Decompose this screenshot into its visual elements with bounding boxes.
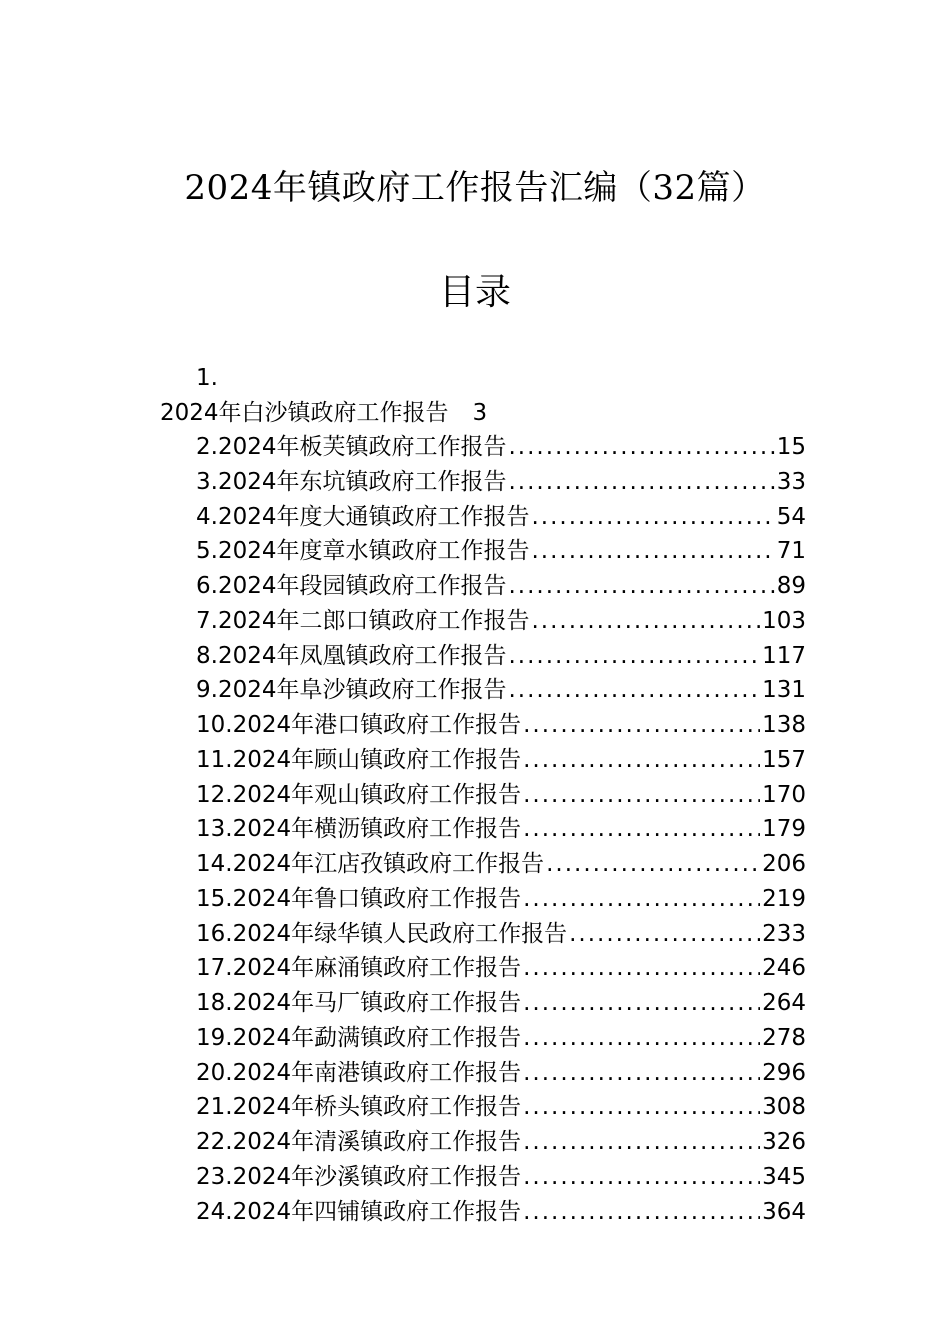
toc-leader-dots bbox=[508, 639, 760, 674]
toc-leader-dots bbox=[523, 1125, 760, 1160]
toc-entry[interactable] bbox=[196, 986, 806, 1021]
toc-entry[interactable] bbox=[196, 917, 806, 952]
toc-entry[interactable] bbox=[196, 465, 806, 500]
toc-leader-dots bbox=[523, 743, 760, 778]
toc-leader-dots bbox=[523, 812, 760, 847]
toc-entry-text: 2024年白沙镇政府工作报告 bbox=[160, 400, 449, 426]
toc-entry[interactable] bbox=[196, 708, 806, 743]
toc-entry-page: 89 bbox=[776, 573, 806, 599]
toc-entry-text: 18.2024年马厂镇政府工作报告 bbox=[196, 990, 522, 1016]
toc-leader-dots bbox=[531, 500, 774, 535]
toc-leader-dots bbox=[508, 465, 774, 500]
toc-entry-text: 10.2024年港口镇政府工作报告 bbox=[196, 712, 522, 738]
toc-leader-dots bbox=[508, 673, 760, 708]
toc-entry-page: 278 bbox=[762, 1024, 806, 1051]
toc-entry-text: 20.2024年南港镇政府工作报告 bbox=[196, 1059, 522, 1086]
toc-entry-page: 296 bbox=[762, 1059, 806, 1086]
toc-entry-text: 6.2024年段园镇政府工作报告 bbox=[196, 573, 507, 599]
toc-entry-page: 131 bbox=[762, 677, 806, 704]
toc-list bbox=[196, 430, 806, 1229]
toc-entry-page: 33 bbox=[776, 468, 806, 495]
toc-leader-dots bbox=[523, 778, 760, 813]
toc-entry-page: 157 bbox=[762, 746, 806, 773]
toc-entry-text: 5.2024年度章水镇政府工作报告 bbox=[196, 538, 530, 565]
toc-first-entry[interactable] bbox=[160, 396, 487, 430]
toc-entry-page: 345 bbox=[762, 1163, 806, 1190]
toc-leader-dots bbox=[523, 708, 760, 743]
toc-entry-text: 24.2024年四铺镇政府工作报告 bbox=[196, 1198, 522, 1225]
toc-entry-page: 117 bbox=[762, 642, 806, 669]
toc-entry-page: 71 bbox=[776, 538, 806, 565]
toc-entry-text: 3.2024年东坑镇政府工作报告 bbox=[196, 468, 507, 495]
toc-entry[interactable] bbox=[196, 1090, 806, 1125]
toc-leader-dots bbox=[523, 986, 760, 1021]
toc-entry[interactable] bbox=[196, 1195, 806, 1230]
toc-entry[interactable] bbox=[196, 743, 806, 778]
toc-leader-dots bbox=[508, 430, 774, 465]
toc-leader-dots bbox=[523, 1090, 760, 1125]
toc-entry[interactable] bbox=[196, 812, 806, 847]
document-title: 2024年镇政府工作报告汇编（32篇） bbox=[184, 168, 766, 208]
toc-entry-page: 326 bbox=[762, 1129, 806, 1155]
toc-leader-dots bbox=[523, 1195, 760, 1230]
toc-entry-text: 9.2024年阜沙镇政府工作报告 bbox=[196, 677, 507, 704]
toc-entry-page: 54 bbox=[776, 503, 806, 530]
toc-first-entry-number: 1. bbox=[196, 365, 218, 391]
toc-entry-page: 206 bbox=[762, 851, 806, 877]
toc-entry-page: 233 bbox=[762, 920, 806, 947]
toc-entry[interactable] bbox=[196, 673, 806, 708]
toc-entry[interactable] bbox=[196, 1160, 806, 1195]
toc-entry[interactable] bbox=[196, 1021, 806, 1056]
toc-entry-page: 246 bbox=[762, 955, 806, 982]
toc-entry[interactable] bbox=[196, 639, 806, 674]
toc-entry[interactable] bbox=[196, 951, 806, 986]
toc-entry-page: 308 bbox=[762, 1094, 806, 1121]
toc-entry-text: 4.2024年度大通镇政府工作报告 bbox=[196, 503, 530, 530]
toc-entry-text: 23.2024年沙溪镇政府工作报告 bbox=[196, 1163, 522, 1190]
toc-leader-dots bbox=[523, 1160, 760, 1195]
toc-entry-page: 364 bbox=[762, 1198, 806, 1225]
toc-entry[interactable] bbox=[196, 569, 806, 604]
toc-entry-text: 15.2024年鲁口镇政府工作报告 bbox=[196, 885, 522, 912]
toc-leader-dots bbox=[523, 1021, 760, 1056]
toc-leader-dots bbox=[523, 951, 760, 986]
toc-entry[interactable] bbox=[196, 1125, 806, 1160]
toc-entry-page: 103 bbox=[762, 607, 806, 634]
toc-entry-page: 179 bbox=[762, 816, 806, 843]
toc-entry-text: 19.2024年勐满镇政府工作报告 bbox=[196, 1024, 522, 1051]
toc-entry[interactable] bbox=[196, 604, 806, 639]
toc-leader-dots bbox=[523, 1056, 760, 1091]
toc-entry-text: 8.2024年凤凰镇政府工作报告 bbox=[196, 642, 507, 669]
toc-leader-dots bbox=[508, 569, 774, 604]
toc-entry-page: 219 bbox=[762, 885, 806, 912]
toc-entry-text: 2.2024年板芙镇政府工作报告 bbox=[196, 434, 507, 460]
toc-entry-text: 14.2024年江店孜镇政府工作报告 bbox=[196, 851, 545, 877]
toc-entry-text: 21.2024年桥头镇政府工作报告 bbox=[196, 1094, 522, 1121]
toc-entry[interactable] bbox=[196, 500, 806, 535]
toc-entry[interactable] bbox=[196, 847, 806, 882]
toc-entry[interactable] bbox=[196, 882, 806, 917]
toc-entry[interactable] bbox=[196, 430, 806, 465]
toc-entry-page: 15 bbox=[776, 434, 806, 460]
toc-entry-text: 7.2024年二郎口镇政府工作报告 bbox=[196, 607, 530, 634]
toc-leader-dots bbox=[531, 604, 760, 639]
toc-leader-dots bbox=[531, 534, 774, 569]
toc-leader-dots bbox=[569, 917, 760, 952]
toc-entry-text: 17.2024年麻涌镇政府工作报告 bbox=[196, 955, 522, 982]
toc-entry-page: 3 bbox=[472, 400, 488, 426]
toc-entry[interactable] bbox=[196, 534, 806, 569]
toc-entry[interactable] bbox=[196, 778, 806, 813]
toc-entry-text: 22.2024年清溪镇政府工作报告 bbox=[196, 1129, 522, 1155]
toc-leader-dots bbox=[546, 847, 760, 882]
toc-heading: 目录 bbox=[438, 272, 511, 313]
toc-entry[interactable] bbox=[196, 1056, 806, 1091]
toc-entry-page: 264 bbox=[762, 990, 806, 1016]
toc-entry-text: 12.2024年观山镇政府工作报告 bbox=[196, 781, 522, 808]
toc-entry-page: 170 bbox=[762, 781, 806, 808]
toc-entry-text: 13.2024年横沥镇政府工作报告 bbox=[196, 816, 522, 843]
toc-entry-text: 16.2024年绿华镇人民政府工作报告 bbox=[196, 920, 568, 947]
toc-entry-text: 11.2024年顾山镇政府工作报告 bbox=[196, 746, 522, 773]
toc-entry-page: 138 bbox=[762, 712, 806, 738]
toc-leader-dots bbox=[523, 882, 760, 917]
